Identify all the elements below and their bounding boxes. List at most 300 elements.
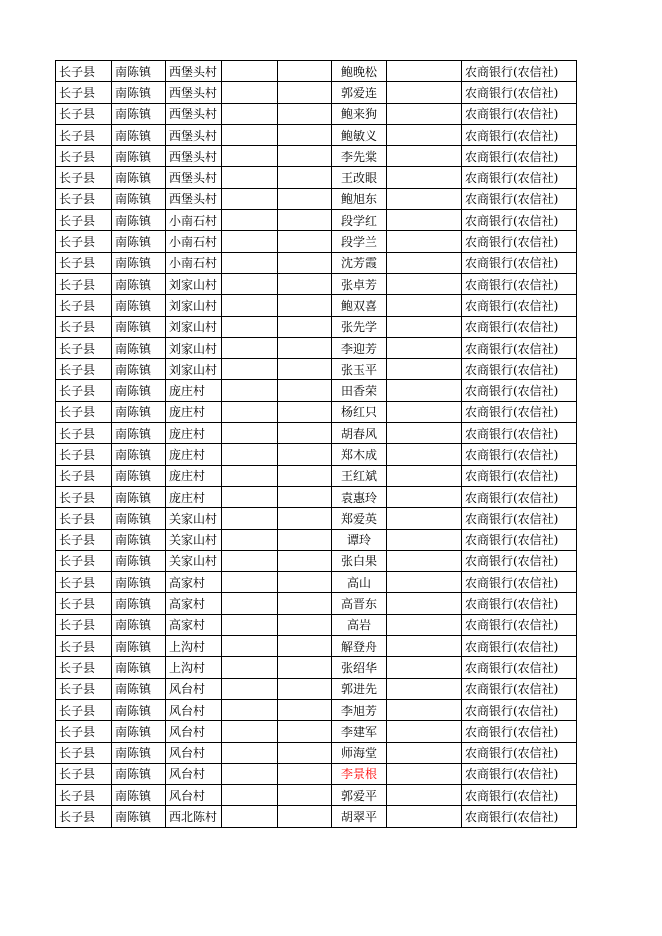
county-cell[interactable]: 长子县 [56,124,112,145]
empty-cell[interactable] [278,103,332,124]
empty-cell[interactable] [222,550,278,571]
empty-cell[interactable] [387,273,462,294]
village-cell[interactable]: 西堡头村 [166,146,222,167]
name-cell[interactable]: 郭爱连 [332,82,387,103]
county-cell[interactable]: 长子县 [56,337,112,358]
empty-cell[interactable] [278,721,332,742]
village-cell[interactable]: 西堡头村 [166,124,222,145]
village-cell[interactable]: 风台村 [166,785,222,806]
empty-cell[interactable] [387,252,462,273]
empty-cell[interactable] [222,657,278,678]
table-row [56,508,577,529]
empty-cell[interactable] [278,636,332,657]
bank-cell[interactable]: 农商银行(农信社) [462,401,577,422]
village-cell[interactable]: 刘家山村 [166,359,222,380]
name-cell[interactable]: 鲍敏义 [332,124,387,145]
village-cell[interactable]: 关家山村 [166,508,222,529]
empty-cell[interactable] [387,146,462,167]
name-cell[interactable]: 袁惠玲 [332,486,387,507]
empty-cell[interactable] [222,188,278,209]
bank-cell[interactable]: 农商银行(农信社) [462,550,577,571]
county-cell[interactable]: 长子县 [56,806,112,827]
empty-cell[interactable] [387,636,462,657]
county-cell[interactable]: 长子县 [56,231,112,252]
empty-cell[interactable] [278,82,332,103]
empty-cell[interactable] [278,124,332,145]
bank-cell[interactable]: 农商银行(农信社) [462,614,577,635]
county-cell[interactable]: 长子县 [56,444,112,465]
empty-cell[interactable] [222,678,278,699]
county-cell[interactable]: 长子县 [56,657,112,678]
county-cell[interactable]: 长子县 [56,486,112,507]
town-cell[interactable]: 南陈镇 [112,124,166,145]
bank-cell[interactable]: 农商银行(农信社) [462,508,577,529]
village-cell[interactable]: 高家村 [166,572,222,593]
empty-cell[interactable] [387,295,462,316]
empty-cell[interactable] [222,252,278,273]
town-cell[interactable]: 南陈镇 [112,316,166,337]
empty-cell[interactable] [222,82,278,103]
empty-cell[interactable] [222,231,278,252]
empty-cell[interactable] [387,380,462,401]
empty-cell[interactable] [387,465,462,486]
town-cell[interactable]: 南陈镇 [112,486,166,507]
bank-cell[interactable]: 农商银行(农信社) [462,337,577,358]
town-cell[interactable]: 南陈镇 [112,657,166,678]
bank-cell[interactable]: 农商银行(农信社) [462,316,577,337]
village-cell[interactable]: 关家山村 [166,550,222,571]
table-row [56,593,577,614]
town-cell[interactable]: 南陈镇 [112,614,166,635]
bank-cell[interactable]: 农商银行(农信社) [462,593,577,614]
county-cell[interactable]: 长子县 [56,572,112,593]
village-cell[interactable]: 风台村 [166,678,222,699]
town-cell[interactable]: 南陈镇 [112,82,166,103]
empty-cell[interactable] [387,231,462,252]
bank-cell[interactable]: 农商银行(农信社) [462,82,577,103]
empty-cell[interactable] [222,401,278,422]
county-cell[interactable]: 长子县 [56,61,112,82]
county-cell[interactable]: 长子县 [56,636,112,657]
empty-cell[interactable] [278,742,332,763]
empty-cell[interactable] [387,742,462,763]
village-cell[interactable]: 刘家山村 [166,316,222,337]
county-cell[interactable]: 长子县 [56,763,112,784]
village-cell[interactable]: 高家村 [166,614,222,635]
empty-cell[interactable] [387,508,462,529]
empty-cell[interactable] [387,486,462,507]
county-cell[interactable]: 长子县 [56,721,112,742]
empty-cell[interactable] [278,61,332,82]
bank-cell[interactable]: 农商银行(农信社) [462,657,577,678]
empty-cell[interactable] [278,785,332,806]
village-cell[interactable]: 西堡头村 [166,61,222,82]
town-cell[interactable]: 南陈镇 [112,763,166,784]
village-cell[interactable]: 风台村 [166,699,222,720]
bank-cell[interactable]: 农商银行(农信社) [462,742,577,763]
name-cell[interactable]: 郑爱英 [332,508,387,529]
village-cell[interactable]: 上沟村 [166,636,222,657]
name-cell[interactable]: 鲍来狗 [332,103,387,124]
village-cell[interactable]: 小南石村 [166,252,222,273]
county-cell[interactable]: 长子县 [56,423,112,444]
empty-cell[interactable] [222,273,278,294]
name-cell[interactable]: 段学红 [332,210,387,231]
table-row [56,614,577,635]
empty-cell[interactable] [278,252,332,273]
town-cell[interactable]: 南陈镇 [112,380,166,401]
town-cell[interactable]: 南陈镇 [112,529,166,550]
table-row [56,380,577,401]
village-cell[interactable]: 高家村 [166,593,222,614]
table-row [56,721,577,742]
bank-cell[interactable]: 农商银行(农信社) [462,146,577,167]
town-cell[interactable]: 南陈镇 [112,188,166,209]
county-cell[interactable]: 长子县 [56,146,112,167]
empty-cell[interactable] [222,295,278,316]
town-cell[interactable]: 南陈镇 [112,636,166,657]
empty-cell[interactable] [222,486,278,507]
village-cell[interactable]: 风台村 [166,763,222,784]
village-cell[interactable]: 刘家山村 [166,337,222,358]
county-cell[interactable]: 长子县 [56,508,112,529]
empty-cell[interactable] [222,508,278,529]
town-cell[interactable]: 南陈镇 [112,337,166,358]
town-cell[interactable]: 南陈镇 [112,252,166,273]
county-cell[interactable]: 长子县 [56,614,112,635]
empty-cell[interactable] [278,614,332,635]
town-cell[interactable]: 南陈镇 [112,508,166,529]
county-cell[interactable]: 长子县 [56,359,112,380]
village-cell[interactable]: 庞庄村 [166,486,222,507]
town-cell[interactable]: 南陈镇 [112,359,166,380]
empty-cell[interactable] [387,550,462,571]
bank-cell[interactable]: 农商银行(农信社) [462,380,577,401]
bank-cell[interactable]: 农商银行(农信社) [462,188,577,209]
name-cell[interactable]: 田香荣 [332,380,387,401]
name-cell[interactable]: 李迎芳 [332,337,387,358]
bank-cell[interactable]: 农商银行(农信社) [462,721,577,742]
town-cell[interactable]: 南陈镇 [112,167,166,188]
county-cell[interactable]: 长子县 [56,252,112,273]
county-cell[interactable]: 长子县 [56,742,112,763]
name-cell[interactable]: 李先棠 [332,146,387,167]
bank-cell[interactable]: 农商银行(农信社) [462,61,577,82]
town-cell[interactable]: 南陈镇 [112,61,166,82]
county-cell[interactable]: 长子县 [56,167,112,188]
name-cell[interactable]: 鲍旭东 [332,188,387,209]
empty-cell[interactable] [387,678,462,699]
empty-cell[interactable] [387,188,462,209]
bank-cell[interactable]: 农商银行(农信社) [462,295,577,316]
empty-cell[interactable] [222,444,278,465]
county-cell[interactable]: 长子县 [56,785,112,806]
empty-cell[interactable] [387,806,462,827]
village-cell[interactable]: 西北陈村 [166,806,222,827]
town-cell[interactable]: 南陈镇 [112,465,166,486]
empty-cell[interactable] [387,316,462,337]
table-row [56,636,577,657]
village-cell[interactable]: 庞庄村 [166,380,222,401]
empty-cell[interactable] [222,572,278,593]
bank-cell[interactable]: 农商银行(农信社) [462,486,577,507]
empty-cell[interactable] [222,210,278,231]
bank-cell[interactable]: 农商银行(农信社) [462,785,577,806]
empty-cell[interactable] [387,721,462,742]
name-cell[interactable]: 张卓芳 [332,273,387,294]
table-row [56,401,577,422]
empty-cell[interactable] [222,529,278,550]
empty-cell[interactable] [278,401,332,422]
empty-cell[interactable] [222,124,278,145]
bank-cell[interactable]: 农商银行(农信社) [462,124,577,145]
name-cell[interactable]: 高岩 [332,614,387,635]
empty-cell[interactable] [278,657,332,678]
bank-cell[interactable]: 农商银行(农信社) [462,678,577,699]
empty-cell[interactable] [387,359,462,380]
bank-cell[interactable]: 农商银行(农信社) [462,273,577,294]
village-cell[interactable]: 西堡头村 [166,188,222,209]
town-cell[interactable]: 南陈镇 [112,785,166,806]
empty-cell[interactable] [278,146,332,167]
name-cell[interactable]: 张绍华 [332,657,387,678]
table-row [56,273,577,294]
empty-cell[interactable] [278,593,332,614]
empty-cell[interactable] [387,444,462,465]
county-cell[interactable]: 长子县 [56,699,112,720]
empty-cell[interactable] [278,508,332,529]
name-cell[interactable]: 李景根 [332,763,387,784]
bank-cell[interactable]: 农商银行(农信社) [462,210,577,231]
town-cell[interactable]: 南陈镇 [112,742,166,763]
empty-cell[interactable] [387,657,462,678]
village-cell[interactable]: 关家山村 [166,529,222,550]
empty-cell[interactable] [222,380,278,401]
empty-cell[interactable] [387,167,462,188]
bank-cell[interactable]: 农商银行(农信社) [462,806,577,827]
bank-cell[interactable]: 农商银行(农信社) [462,359,577,380]
village-cell[interactable]: 上沟村 [166,657,222,678]
empty-cell[interactable] [222,316,278,337]
empty-cell[interactable] [278,529,332,550]
empty-cell[interactable] [222,593,278,614]
county-cell[interactable]: 长子县 [56,316,112,337]
empty-cell[interactable] [222,721,278,742]
village-cell[interactable]: 风台村 [166,721,222,742]
name-cell[interactable]: 张玉平 [332,359,387,380]
bank-cell[interactable]: 农商银行(农信社) [462,103,577,124]
empty-cell[interactable] [222,359,278,380]
town-cell[interactable]: 南陈镇 [112,210,166,231]
bank-cell[interactable]: 农商银行(农信社) [462,699,577,720]
name-cell[interactable]: 高山 [332,572,387,593]
empty-cell[interactable] [222,146,278,167]
name-cell[interactable]: 沈芳霞 [332,252,387,273]
county-cell[interactable]: 长子县 [56,188,112,209]
empty-cell[interactable] [387,103,462,124]
empty-cell[interactable] [387,699,462,720]
county-cell[interactable]: 长子县 [56,529,112,550]
empty-cell[interactable] [278,210,332,231]
table-row [56,465,577,486]
empty-cell[interactable] [222,423,278,444]
empty-cell[interactable] [278,465,332,486]
empty-cell[interactable] [278,316,332,337]
name-cell[interactable]: 解登舟 [332,636,387,657]
name-cell[interactable]: 张白果 [332,550,387,571]
county-cell[interactable]: 长子县 [56,401,112,422]
village-cell[interactable]: 刘家山村 [166,295,222,316]
town-cell[interactable]: 南陈镇 [112,593,166,614]
county-cell[interactable]: 长子县 [56,678,112,699]
name-cell[interactable]: 郑木成 [332,444,387,465]
bank-cell[interactable]: 农商银行(农信社) [462,465,577,486]
empty-cell[interactable] [387,401,462,422]
empty-cell[interactable] [387,61,462,82]
empty-cell[interactable] [222,614,278,635]
table-row [56,699,577,720]
name-cell[interactable]: 胡翠平 [332,806,387,827]
empty-cell[interactable] [387,763,462,784]
empty-cell[interactable] [278,699,332,720]
empty-cell[interactable] [387,572,462,593]
table-row [56,167,577,188]
bank-cell[interactable]: 农商银行(农信社) [462,572,577,593]
table-row [56,444,577,465]
name-cell[interactable]: 李旭芳 [332,699,387,720]
empty-cell[interactable] [278,337,332,358]
town-cell[interactable]: 南陈镇 [112,146,166,167]
bank-cell[interactable]: 农商银行(农信社) [462,636,577,657]
town-cell[interactable]: 南陈镇 [112,572,166,593]
empty-cell[interactable] [222,337,278,358]
village-cell[interactable]: 风台村 [166,742,222,763]
empty-cell[interactable] [387,785,462,806]
name-cell[interactable]: 师海堂 [332,742,387,763]
bank-cell[interactable]: 农商银行(农信社) [462,529,577,550]
empty-cell[interactable] [222,636,278,657]
village-cell[interactable]: 西堡头村 [166,82,222,103]
name-cell[interactable]: 高晋东 [332,593,387,614]
town-cell[interactable]: 南陈镇 [112,678,166,699]
county-cell[interactable]: 长子县 [56,465,112,486]
empty-cell[interactable] [278,231,332,252]
county-cell[interactable]: 长子县 [56,273,112,294]
empty-cell[interactable] [278,423,332,444]
county-cell[interactable]: 长子县 [56,210,112,231]
empty-cell[interactable] [387,593,462,614]
empty-cell[interactable] [222,103,278,124]
empty-cell[interactable] [278,550,332,571]
name-cell[interactable]: 鲍双喜 [332,295,387,316]
name-cell[interactable]: 谭玲 [332,529,387,550]
empty-cell[interactable] [278,188,332,209]
empty-cell[interactable] [278,167,332,188]
name-cell[interactable]: 郭进先 [332,678,387,699]
empty-cell[interactable] [222,465,278,486]
empty-cell[interactable] [278,380,332,401]
empty-cell[interactable] [387,210,462,231]
empty-cell[interactable] [278,678,332,699]
empty-cell[interactable] [222,763,278,784]
name-cell[interactable]: 李建军 [332,721,387,742]
county-cell[interactable]: 长子县 [56,82,112,103]
town-cell[interactable]: 南陈镇 [112,401,166,422]
county-cell[interactable]: 长子县 [56,593,112,614]
village-cell[interactable]: 小南石村 [166,210,222,231]
town-cell[interactable]: 南陈镇 [112,231,166,252]
empty-cell[interactable] [278,763,332,784]
empty-cell[interactable] [278,295,332,316]
empty-cell[interactable] [222,742,278,763]
village-cell[interactable]: 刘家山村 [166,273,222,294]
name-cell[interactable]: 张先学 [332,316,387,337]
town-cell[interactable]: 南陈镇 [112,806,166,827]
county-cell[interactable]: 长子县 [56,550,112,571]
name-cell[interactable]: 郭爱平 [332,785,387,806]
name-cell[interactable]: 胡春风 [332,423,387,444]
village-cell[interactable]: 小南石村 [166,231,222,252]
town-cell[interactable]: 南陈镇 [112,103,166,124]
empty-cell[interactable] [222,61,278,82]
village-cell[interactable]: 庞庄村 [166,444,222,465]
name-cell[interactable]: 杨红只 [332,401,387,422]
town-cell[interactable]: 南陈镇 [112,550,166,571]
empty-cell[interactable] [278,359,332,380]
town-cell[interactable]: 南陈镇 [112,721,166,742]
village-cell[interactable]: 庞庄村 [166,401,222,422]
empty-cell[interactable] [387,82,462,103]
bank-cell[interactable]: 农商银行(农信社) [462,252,577,273]
village-cell[interactable]: 西堡头村 [166,167,222,188]
name-cell[interactable]: 段学兰 [332,231,387,252]
bank-cell[interactable]: 农商银行(农信社) [462,423,577,444]
empty-cell[interactable] [278,273,332,294]
empty-cell[interactable] [278,444,332,465]
county-cell[interactable]: 长子县 [56,295,112,316]
name-cell[interactable]: 王红斌 [332,465,387,486]
empty-cell[interactable] [222,699,278,720]
name-cell[interactable]: 鲍晚松 [332,61,387,82]
village-cell[interactable]: 庞庄村 [166,465,222,486]
empty-cell[interactable] [387,337,462,358]
empty-cell[interactable] [387,124,462,145]
town-cell[interactable]: 南陈镇 [112,295,166,316]
empty-cell[interactable] [278,806,332,827]
bank-cell[interactable]: 农商银行(农信社) [462,444,577,465]
bank-cell[interactable]: 农商银行(农信社) [462,763,577,784]
empty-cell[interactable] [222,167,278,188]
town-cell[interactable]: 南陈镇 [112,444,166,465]
bank-cell[interactable]: 农商银行(农信社) [462,231,577,252]
village-cell[interactable]: 西堡头村 [166,103,222,124]
county-cell[interactable]: 长子县 [56,380,112,401]
town-cell[interactable]: 南陈镇 [112,273,166,294]
empty-cell[interactable] [278,486,332,507]
empty-cell[interactable] [222,785,278,806]
empty-cell[interactable] [278,572,332,593]
county-cell[interactable]: 长子县 [56,103,112,124]
empty-cell[interactable] [387,529,462,550]
empty-cell[interactable] [387,423,462,444]
village-cell[interactable]: 庞庄村 [166,423,222,444]
bank-cell[interactable]: 农商银行(农信社) [462,167,577,188]
empty-cell[interactable] [387,614,462,635]
empty-cell[interactable] [222,806,278,827]
town-cell[interactable]: 南陈镇 [112,423,166,444]
town-cell[interactable]: 南陈镇 [112,699,166,720]
name-cell[interactable]: 王改眼 [332,167,387,188]
